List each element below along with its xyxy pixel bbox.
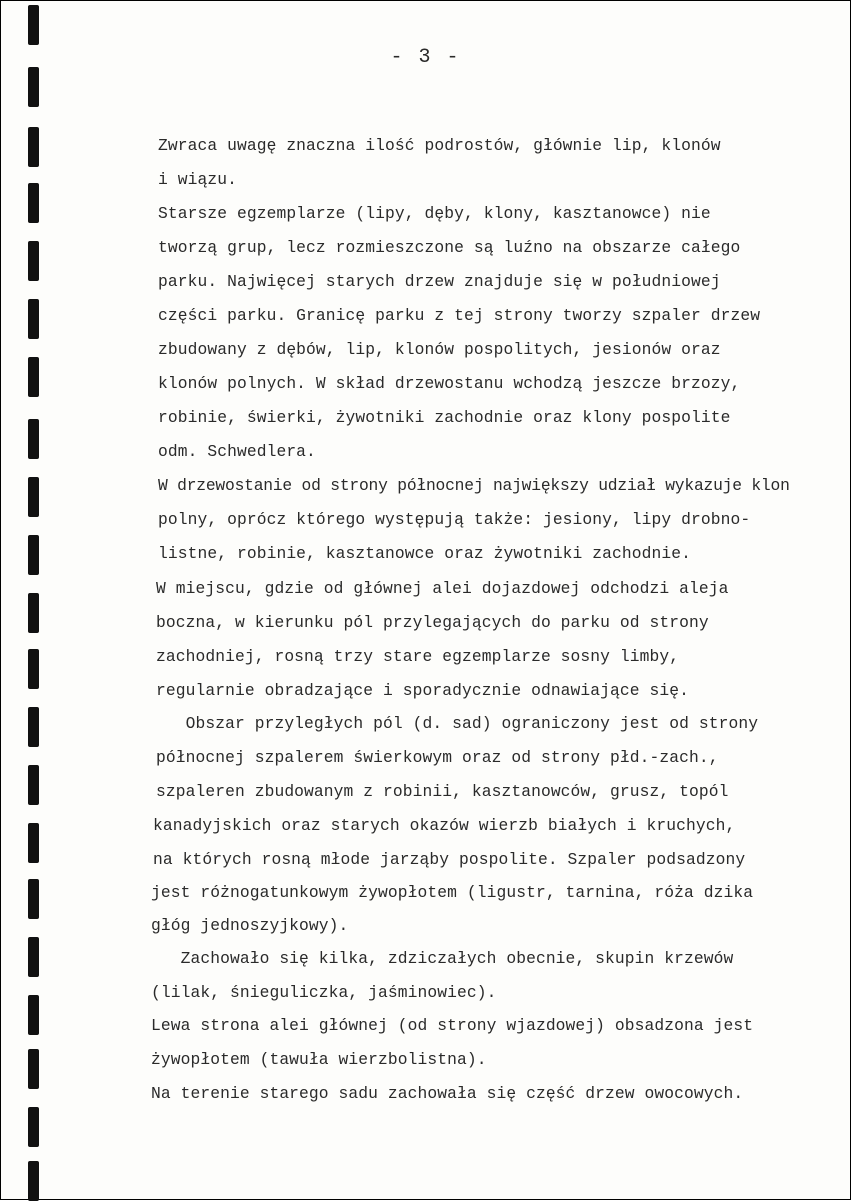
text-line: (lilak, śnieguliczka, jaśminowiec). — [151, 983, 497, 1002]
text-line: regularnie obradzające i sporadycznie odnawiające się. — [156, 681, 689, 700]
page-number: - 3 - — [390, 46, 461, 69]
text-line: północnej szpalerem świerkowym oraz od strony płd.-zach., — [156, 748, 719, 767]
text-line: Zachowało się kilka, zdziczałych obecnie, skupin krzewów — [151, 949, 734, 968]
text-line: części parku. Granicę parku z tej strony tworzy szpaler drzew — [158, 306, 761, 325]
text-line: tworzą grup, lecz rozmieszczone są luźno na obszarze całego — [158, 238, 741, 257]
text-line: jest różnogatunkowym żywopłotem (ligustr, tarnina, róża dzika — [151, 883, 754, 902]
text-line: odm. Schwedlera. — [158, 442, 316, 461]
text-line: polny, oprócz którego występują także: jesiony, lipy drobno- — [158, 510, 751, 529]
text-line: żywopłotem (tawuła wierzbolistna). — [151, 1050, 487, 1069]
text-line: Zwraca uwagę znaczna ilość podrostów, głównie lip, klonów — [158, 136, 721, 155]
text-line: na których rosną młode jarząby pospolite. Szpaler podsadzony — [153, 850, 746, 869]
text-line: i wiązu. — [158, 170, 237, 189]
text-line: W drzewostanie od strony północnej największy udział wykazuje klon — [158, 476, 790, 495]
binding-holes — [28, 1, 40, 1201]
text-line: kanadyjskich oraz starych okazów wierzb białych i kruchych, — [153, 816, 736, 835]
text-line: zbudowany z dębów, lip, klonów pospolitych, jesionów oraz — [158, 340, 721, 359]
text-line: Starsze egzemplarze (lipy, dęby, klony, kasztanowce) nie — [158, 204, 711, 223]
text-line: parku. Najwięcej starych drzew znajduje się w południowej — [158, 272, 721, 291]
text-line: zachodniej, rosną trzy stare egzemplarze sosny limby, — [156, 647, 680, 666]
text-line: Lewa strona alei głównej (od strony wjazdowej) obsadzona jest — [151, 1016, 754, 1035]
text-line: klonów polnych. W skład drzewostanu wchodzą jeszcze brzozy, — [158, 374, 741, 393]
text-line: W miejscu, gdzie od głównej alei dojazdowej odchodzi aleja — [156, 579, 729, 598]
text-line: Na terenie starego sadu zachowała się część drzew owocowych. — [151, 1084, 744, 1103]
text-line: Obszar przyległych pól (d. sad) ograniczony jest od strony — [156, 714, 759, 733]
text-line: szpaleren zbudowanym z robinii, kasztanowców, grusz, topól — [156, 782, 729, 801]
text-line: listne, robinie, kasztanowce oraz żywotniki zachodnie. — [158, 544, 691, 563]
text-line: robinie, świerki, żywotniki zachodnie oraz klony pospolite — [158, 408, 731, 427]
text-line: głóg jednoszyjkowy). — [151, 916, 349, 935]
text-line: boczna, w kierunku pól przylegających do parku od strony — [156, 613, 709, 632]
